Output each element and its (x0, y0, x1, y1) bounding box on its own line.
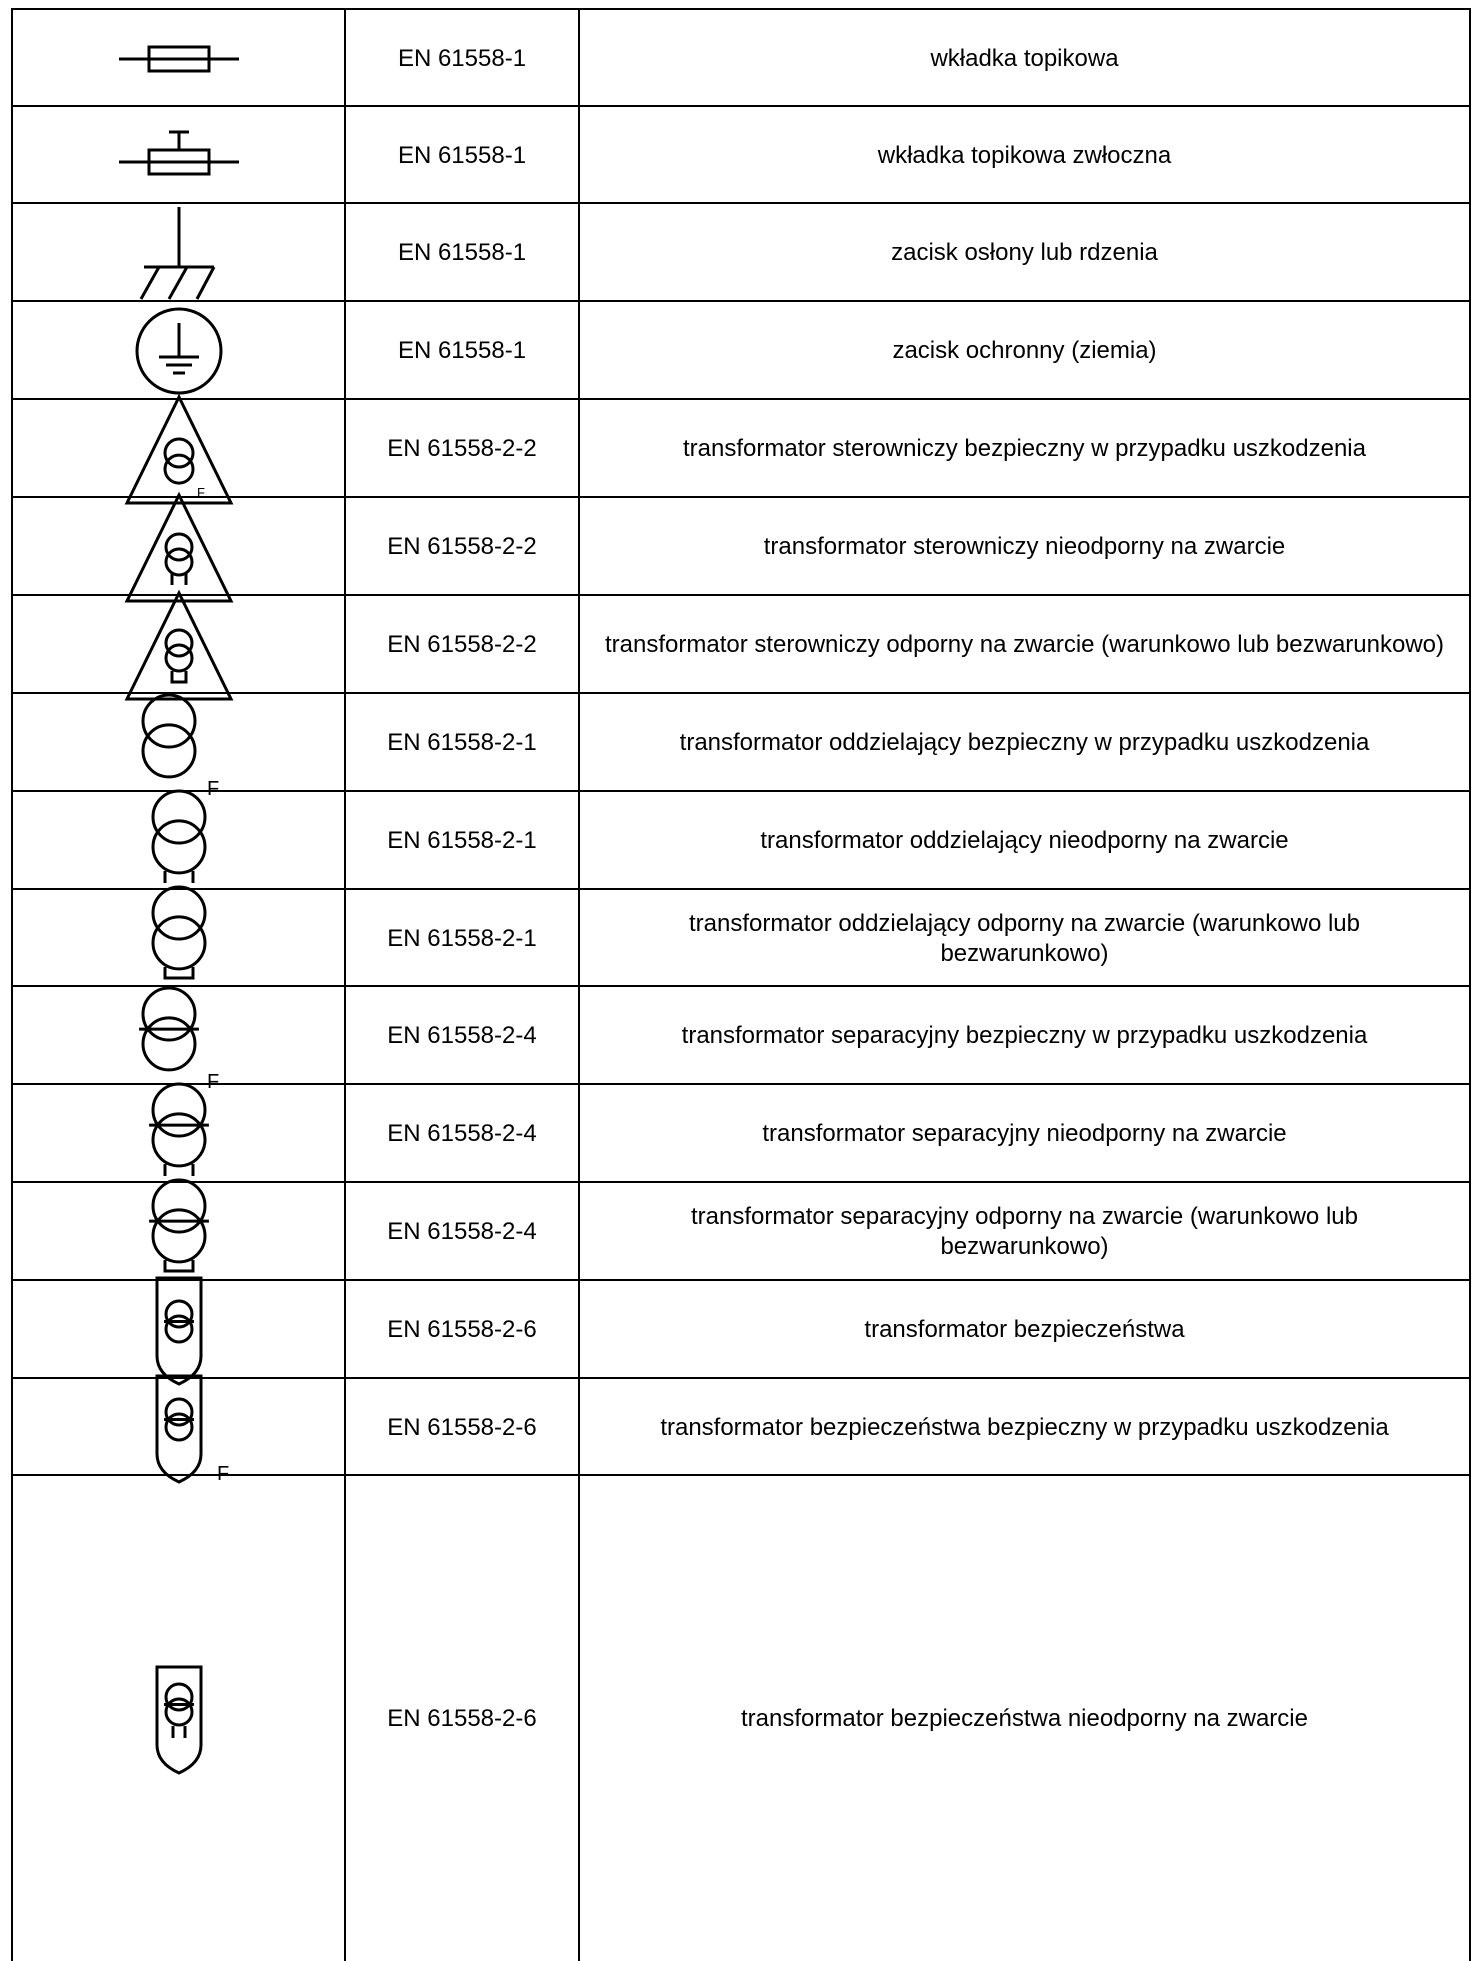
standard-label: EN 61558-2-2 (387, 631, 537, 658)
frame-terminal-icon (89, 197, 269, 309)
time-lag-fuse-icon (89, 100, 269, 212)
triangle-transformer-short-circuit-proof-icon (89, 589, 269, 701)
symbol-cell (13, 1183, 346, 1281)
table-row (11, 888, 1471, 987)
symbols-table (11, 8, 1471, 1959)
transformer-non-short-circuit-proof-icon (89, 785, 269, 897)
description-label: transformator bezpieczeństwa bezpieczny w przypadku uszkodzenia (660, 1413, 1389, 1441)
standard-cell (346, 498, 580, 596)
description-label: wkładka topikowa zwłoczna (877, 141, 1172, 169)
description-label: transformator sterowniczy odporny na zwarcie (warunkowo lub bezwarunkowo) (604, 631, 1445, 658)
description-cell (580, 204, 1469, 302)
table-row (11, 105, 1471, 204)
symbol-cell (13, 107, 346, 204)
symbol-cell (13, 596, 346, 694)
standard-label: EN 61558-2-4 (387, 1022, 537, 1049)
symbol-cell (13, 694, 346, 800)
standard-cell (346, 1379, 580, 1476)
symbol-cell (13, 498, 346, 596)
standard-cell (346, 1085, 580, 1183)
description-cell (580, 987, 1469, 1085)
symbol-cell (13, 890, 346, 987)
description-cell (580, 694, 1469, 792)
standard-label: EN 61558-2-4 (387, 1218, 537, 1245)
table-row (11, 594, 1471, 694)
safety-transformer-non-short-circuit-proof-icon (89, 1663, 269, 1775)
triangle-transformer-failsafe-icon (89, 393, 269, 505)
table-row (11, 1083, 1471, 1183)
standard-label: EN 61558-2-2 (387, 435, 537, 462)
description-cell (580, 1476, 1469, 1961)
description-cell (580, 107, 1469, 204)
table-row (11, 1279, 1471, 1379)
description-cell (580, 1085, 1469, 1183)
standard-label: EN 61558-1 (397, 44, 527, 72)
description-cell (580, 1379, 1469, 1476)
standard-cell (346, 107, 580, 204)
description-label: zacisk osłony lub rdzenia (891, 239, 1158, 266)
description-cell (580, 596, 1469, 694)
description-label: zacisk ochronny (ziemia) (892, 337, 1157, 364)
standard-cell (346, 302, 580, 400)
symbol-cell (13, 792, 346, 890)
description-cell (580, 400, 1469, 498)
symbol-cell (13, 204, 346, 302)
standard-label: EN 61558-1 (397, 239, 527, 266)
description-cell (580, 792, 1469, 890)
symbol-cell (13, 1085, 346, 1183)
isolating-transformer-short-circuit-proof-icon (89, 1176, 269, 1288)
symbol-cell (13, 400, 346, 498)
standard-cell (346, 1183, 580, 1281)
standard-cell (346, 204, 580, 302)
standard-label: EN 61558-2-6 (387, 1413, 537, 1441)
triangle-transformer-non-short-circuit-proof-icon (89, 491, 269, 603)
symbol-cell (13, 1476, 346, 1961)
standard-label: EN 61558-2-4 (387, 1120, 537, 1147)
symbol-cell (13, 1281, 346, 1379)
table-row (11, 692, 1471, 800)
description-label: transformator oddzielający nieodporny na zwarcie (760, 827, 1289, 854)
standard-label: EN 61558-2-1 (387, 827, 537, 854)
description-label: transformator separacyjny bezpieczny w przypadku uszkodzenia (681, 1022, 1368, 1049)
isolating-transformer-non-short-circuit-proof-icon (89, 1078, 269, 1190)
description-label: wkładka topikowa (930, 44, 1119, 72)
table-row (11, 985, 1471, 1093)
standard-label: EN 61558-2-1 (387, 729, 537, 756)
table-row (11, 8, 1471, 107)
safety-transformer-icon (89, 1274, 269, 1386)
standard-label: EN 61558-2-6 (387, 1704, 537, 1732)
fuse-icon (89, 3, 269, 115)
transformer-failsafe-icon (89, 687, 269, 799)
description-label: transformator sterowniczy bezpieczny w przypadku uszkodzenia (683, 435, 1366, 462)
standard-cell (346, 987, 580, 1085)
svg-text:F: F (206, 1071, 219, 1093)
description-label: transformator oddzielający bezpieczny w przypadku uszkodzenia (679, 729, 1370, 756)
description-label: transformator separacyjny odporny na zwarcie (warunkowo lub bezwarunkowo) (691, 1203, 1358, 1260)
protective-earth-icon (89, 295, 269, 407)
standard-label: EN 61558-1 (397, 141, 527, 169)
isolating-transformer-failsafe-icon (89, 980, 269, 1092)
symbol-cell (13, 987, 346, 1093)
standard-cell (346, 400, 580, 498)
description-label: transformator oddzielający odporny na zwarcie (warunkowo lub bezwarunkowo) (689, 909, 1360, 967)
standard-label: EN 61558-2-6 (387, 1316, 537, 1343)
description-label: transformator bezpieczeństwa (864, 1316, 1185, 1343)
table-row (11, 496, 1471, 596)
description-label: transformator separacyjny nieodporny na zwarcie (762, 1120, 1287, 1147)
svg-text:F: F (216, 1462, 229, 1485)
description-cell (580, 1183, 1469, 1281)
table-row (11, 202, 1471, 302)
standard-cell (346, 1476, 580, 1961)
standard-label: EN 61558-1 (397, 337, 527, 364)
standard-cell (346, 10, 580, 107)
svg-text:F: F (196, 485, 205, 500)
standard-cell (346, 1281, 580, 1379)
standard-label: EN 61558-2-2 (387, 533, 537, 560)
table-row (11, 1181, 1471, 1281)
standard-cell (346, 792, 580, 890)
symbol-cell (13, 1379, 346, 1485)
symbol-cell (13, 302, 346, 400)
table-row (11, 1377, 1471, 1485)
transformer-short-circuit-proof-icon (89, 883, 269, 995)
description-label: transformator bezpieczeństwa nieodporny na zwarcie (741, 1704, 1308, 1732)
standard-cell (346, 694, 580, 792)
description-label: transformator sterowniczy nieodporny na zwarcie (763, 533, 1286, 560)
standard-cell (346, 890, 580, 987)
standard-label: EN 61558-2-1 (387, 924, 537, 952)
table-row (11, 790, 1471, 890)
table-row (11, 300, 1471, 400)
description-cell (580, 1281, 1469, 1379)
description-cell (580, 10, 1469, 107)
table-row (11, 1474, 1471, 1961)
description-cell (580, 890, 1469, 987)
symbol-cell (13, 10, 346, 107)
description-cell (580, 302, 1469, 400)
standard-cell (346, 596, 580, 694)
description-cell (580, 498, 1469, 596)
safety-transformer-failsafe-icon (89, 1372, 269, 1484)
table-row (11, 398, 1471, 498)
svg-text:F: F (206, 778, 219, 800)
